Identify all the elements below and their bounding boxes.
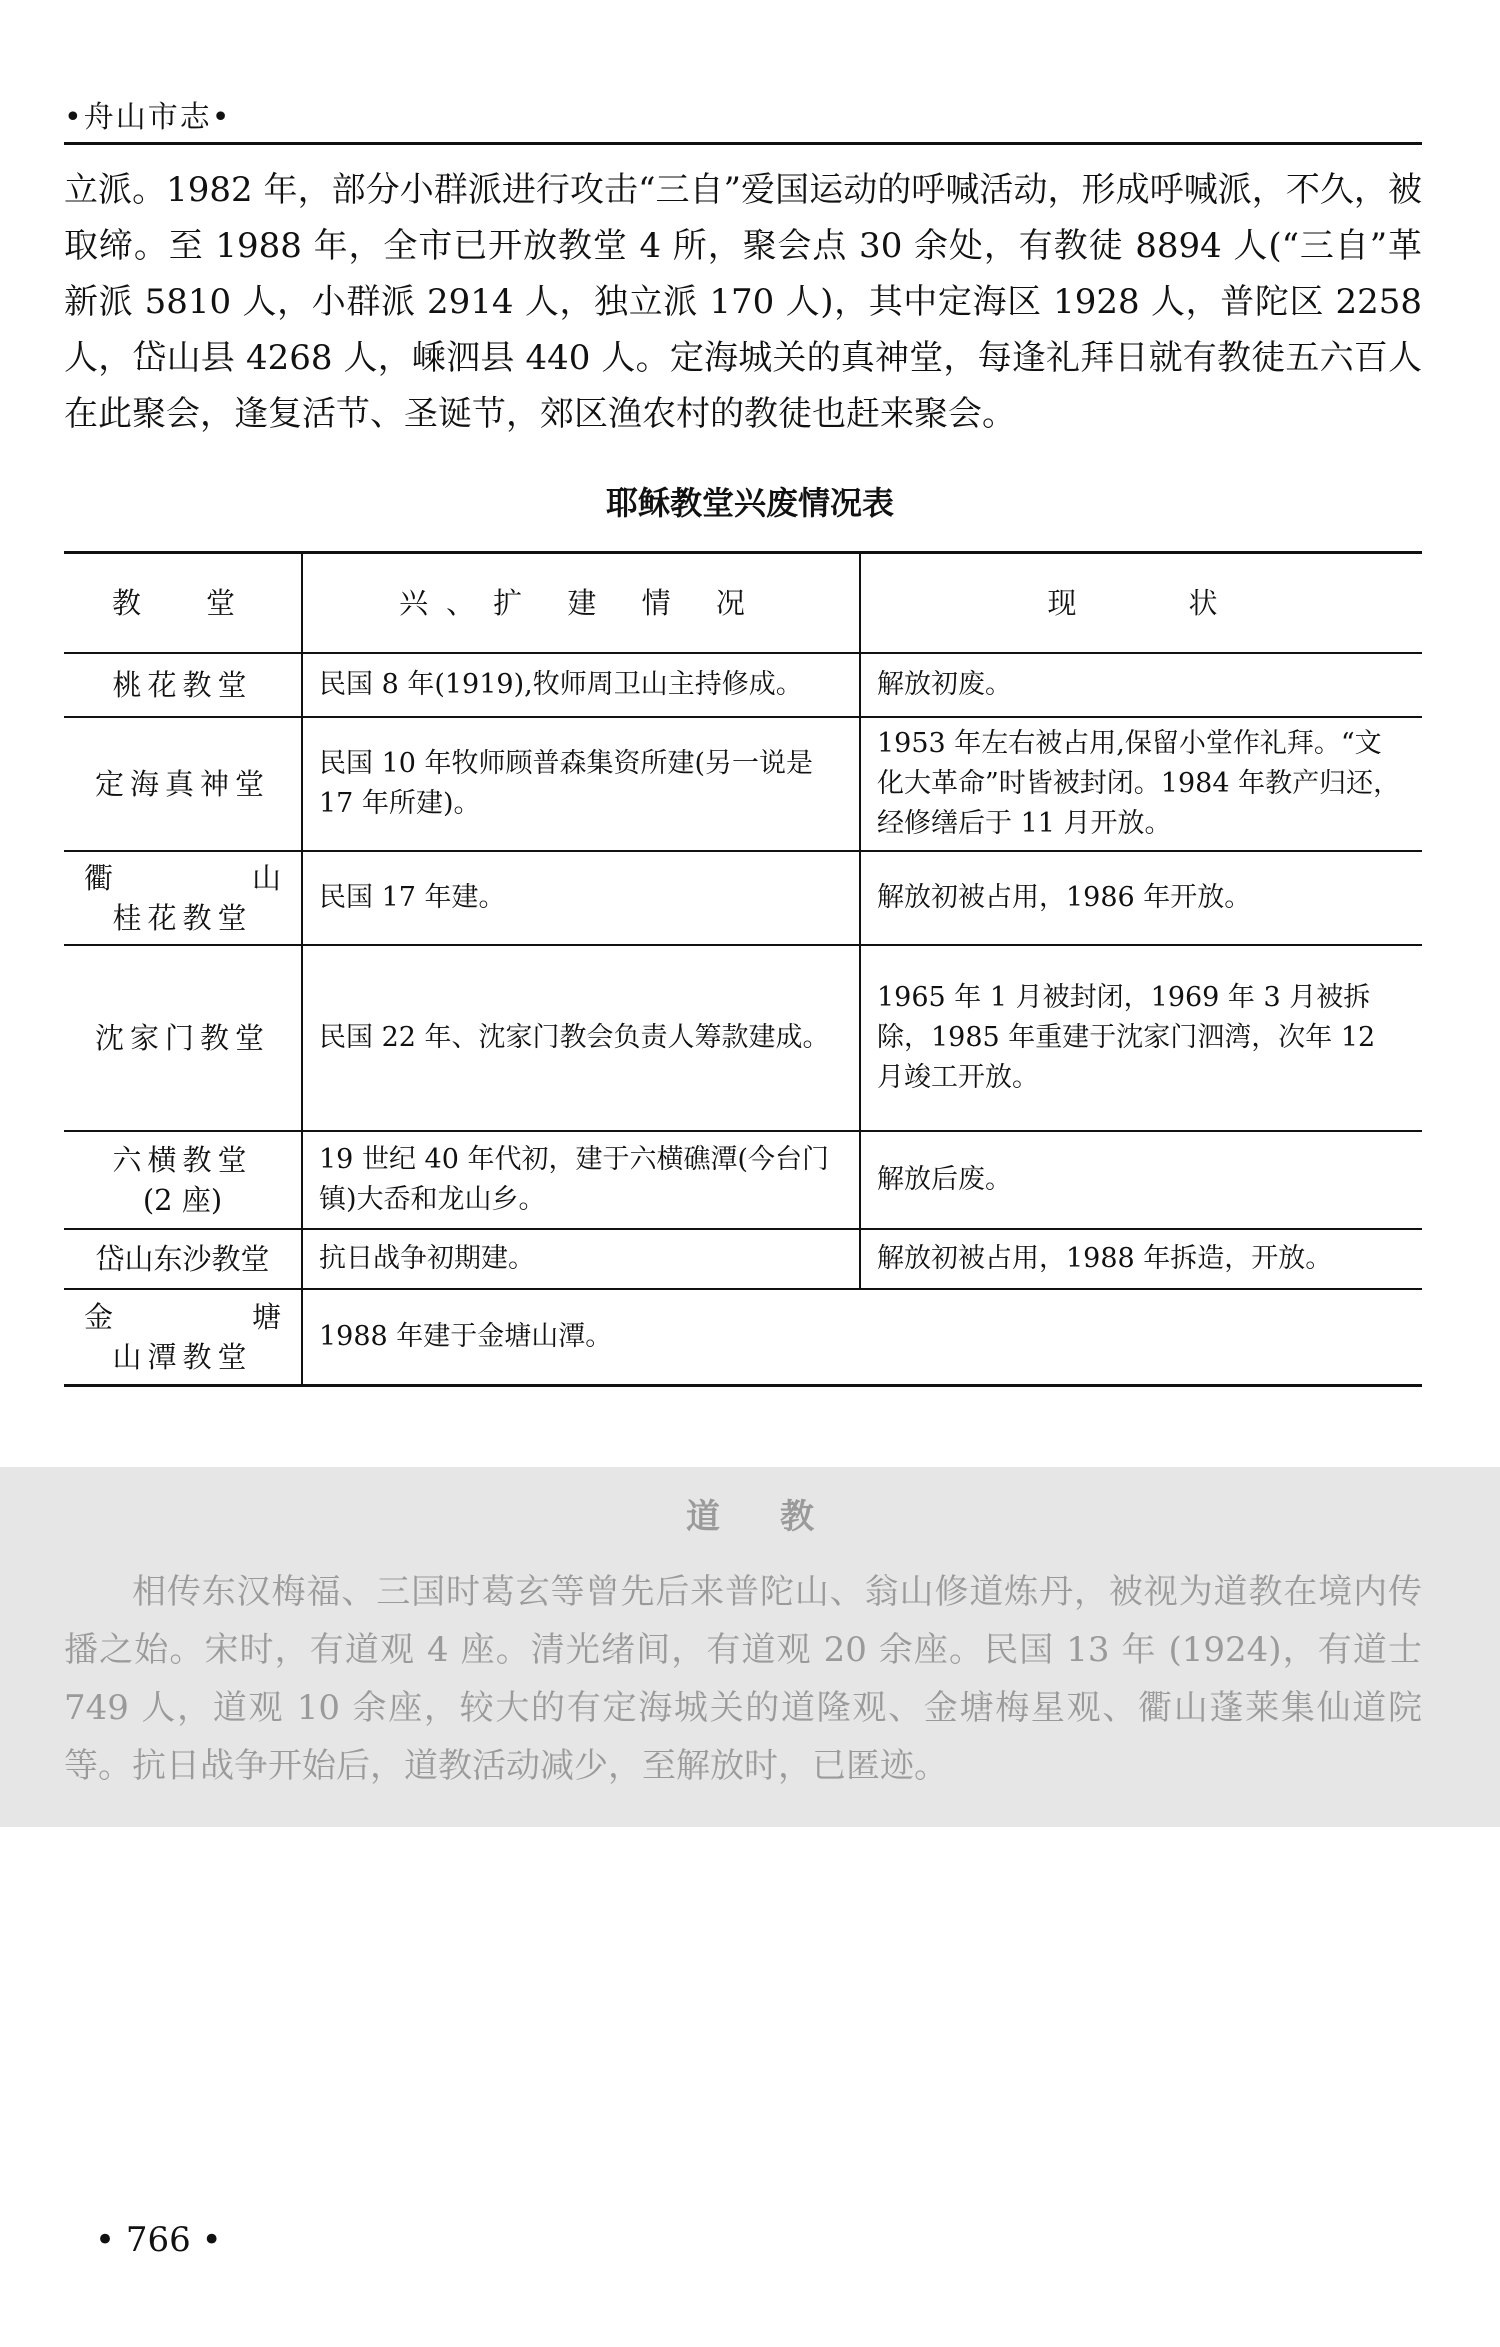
header-construction: 兴、扩 建 情 况 bbox=[302, 553, 860, 654]
status-cell: 1965 年 1 月被封闭，1969 年 3 月被拆除，1985 年重建于沈家门泗湾，次年 12 月竣工开放。 bbox=[860, 945, 1422, 1131]
table-row bbox=[64, 1229, 1422, 1289]
intro-paragraph: 立派。1982 年，部分小群派进行攻击“三自”爱国运动的呼喊活动，形成呼喊派，不久，被取缔。至 1988 年，全市已开放教堂 4 所，聚会点 30 余处，有教徒 8894 人(“三自”革新派 5810 人，小群派 2914 人，独立派 170 人)，其中定海区 1928 人，普陀区 2258 人，岱山县 4268 人，嵊泗县 440 人。定海城关的真神堂，每逢礼拜日就有教徒五六百人在此聚会，逢复活节、圣诞节，郊区渔农村的教徒也赶来聚会。 bbox=[64, 170, 1422, 434]
header-church: 教 堂 bbox=[64, 553, 302, 654]
construction-cell: 民国 17 年建。 bbox=[302, 851, 860, 945]
status-cell: 解放初被占用，1986 年开放。 bbox=[860, 851, 1422, 945]
church-name: 沈家门教堂 bbox=[64, 945, 302, 1131]
status-cell: 解放初被占用，1988 年拆造，开放。 bbox=[860, 1229, 1422, 1289]
church-name bbox=[64, 851, 302, 945]
status-cell: 解放后废。 bbox=[860, 1131, 1422, 1229]
daoism-heading: 道教 bbox=[686, 1497, 874, 1537]
table-title: 耶稣教堂兴废情况表 bbox=[605, 484, 894, 522]
table-row bbox=[64, 1131, 1422, 1229]
church-name-char: 金 bbox=[84, 1299, 114, 1334]
church-name-char: 衢 bbox=[84, 861, 114, 895]
church-name-line1 bbox=[84, 858, 281, 898]
church-name: 岱山东沙教堂 bbox=[64, 1229, 302, 1289]
page-number: • 766 • bbox=[95, 2220, 222, 2260]
status-cell: 解放初废。 bbox=[860, 653, 1422, 717]
table-row bbox=[64, 717, 1422, 851]
table-row bbox=[64, 1289, 1422, 1385]
running-header: •舟山市志• bbox=[64, 100, 232, 135]
table-row bbox=[64, 851, 1422, 945]
construction-cell: 抗日战争初期建。 bbox=[302, 1229, 860, 1289]
construction-cell: 民国 8 年(1919),牧师周卫山主持修成。 bbox=[302, 653, 860, 717]
church-name: 定海真神堂 bbox=[64, 717, 302, 851]
church-name-line2: 桂花教堂 bbox=[112, 901, 253, 935]
daoism-section bbox=[0, 1467, 1500, 1827]
status-cell: 1953 年左右被占用,保留小堂作礼拜。“文化大革命”时皆被封闭。1984 年教产归还，经修缮后于 11 月开放。 bbox=[860, 717, 1422, 851]
table-row bbox=[64, 653, 1422, 717]
header-status: 现 状 bbox=[860, 553, 1422, 654]
construction-cell: 民国 10 年牧师顾普森集资所建(另一说是 17 年所建)。 bbox=[302, 717, 860, 851]
header-rule bbox=[64, 142, 1422, 145]
church-name bbox=[64, 1289, 302, 1385]
church-name-line2: (2 座) bbox=[142, 1183, 223, 1217]
church-name: 桃花教堂 bbox=[64, 653, 302, 717]
church-table bbox=[64, 551, 1422, 1387]
construction-cell: 19 世纪 40 年代初，建于六横礁潭(今台门镇)大岙和龙山乡。 bbox=[302, 1131, 860, 1229]
church-name-line1: 六横教堂 bbox=[112, 1143, 253, 1177]
church-name-line2: 山潭教堂 bbox=[112, 1339, 253, 1374]
construction-cell: 1988 年建于金塘山潭。 bbox=[302, 1289, 1422, 1385]
church-name-char: 塘 bbox=[251, 1299, 281, 1334]
construction-cell: 民国 22 年、沈家门教会负责人筹款建成。 bbox=[302, 945, 860, 1131]
table-header-row bbox=[64, 553, 1422, 654]
church-name-line1 bbox=[84, 1297, 281, 1337]
church-name bbox=[64, 1131, 302, 1229]
daoism-paragraph: 相传东汉梅福、三国时葛玄等曾先后来普陀山、翁山修道炼丹，被视为道教在境内传播之始。宋时，有道观 4 座。清光绪间，有道观 20 余座。民国 13 年 (1924)，有道士 749 人，道观 10 余座，较大的有定海城关的道隆观、金塘梅星观、衢山蓬莱集仙道院等。抗日战争开始后，道教活动减少，至解放时，已匿迹。 bbox=[64, 1572, 1422, 1786]
table-row bbox=[64, 945, 1422, 1131]
church-name-char: 山 bbox=[251, 861, 281, 895]
